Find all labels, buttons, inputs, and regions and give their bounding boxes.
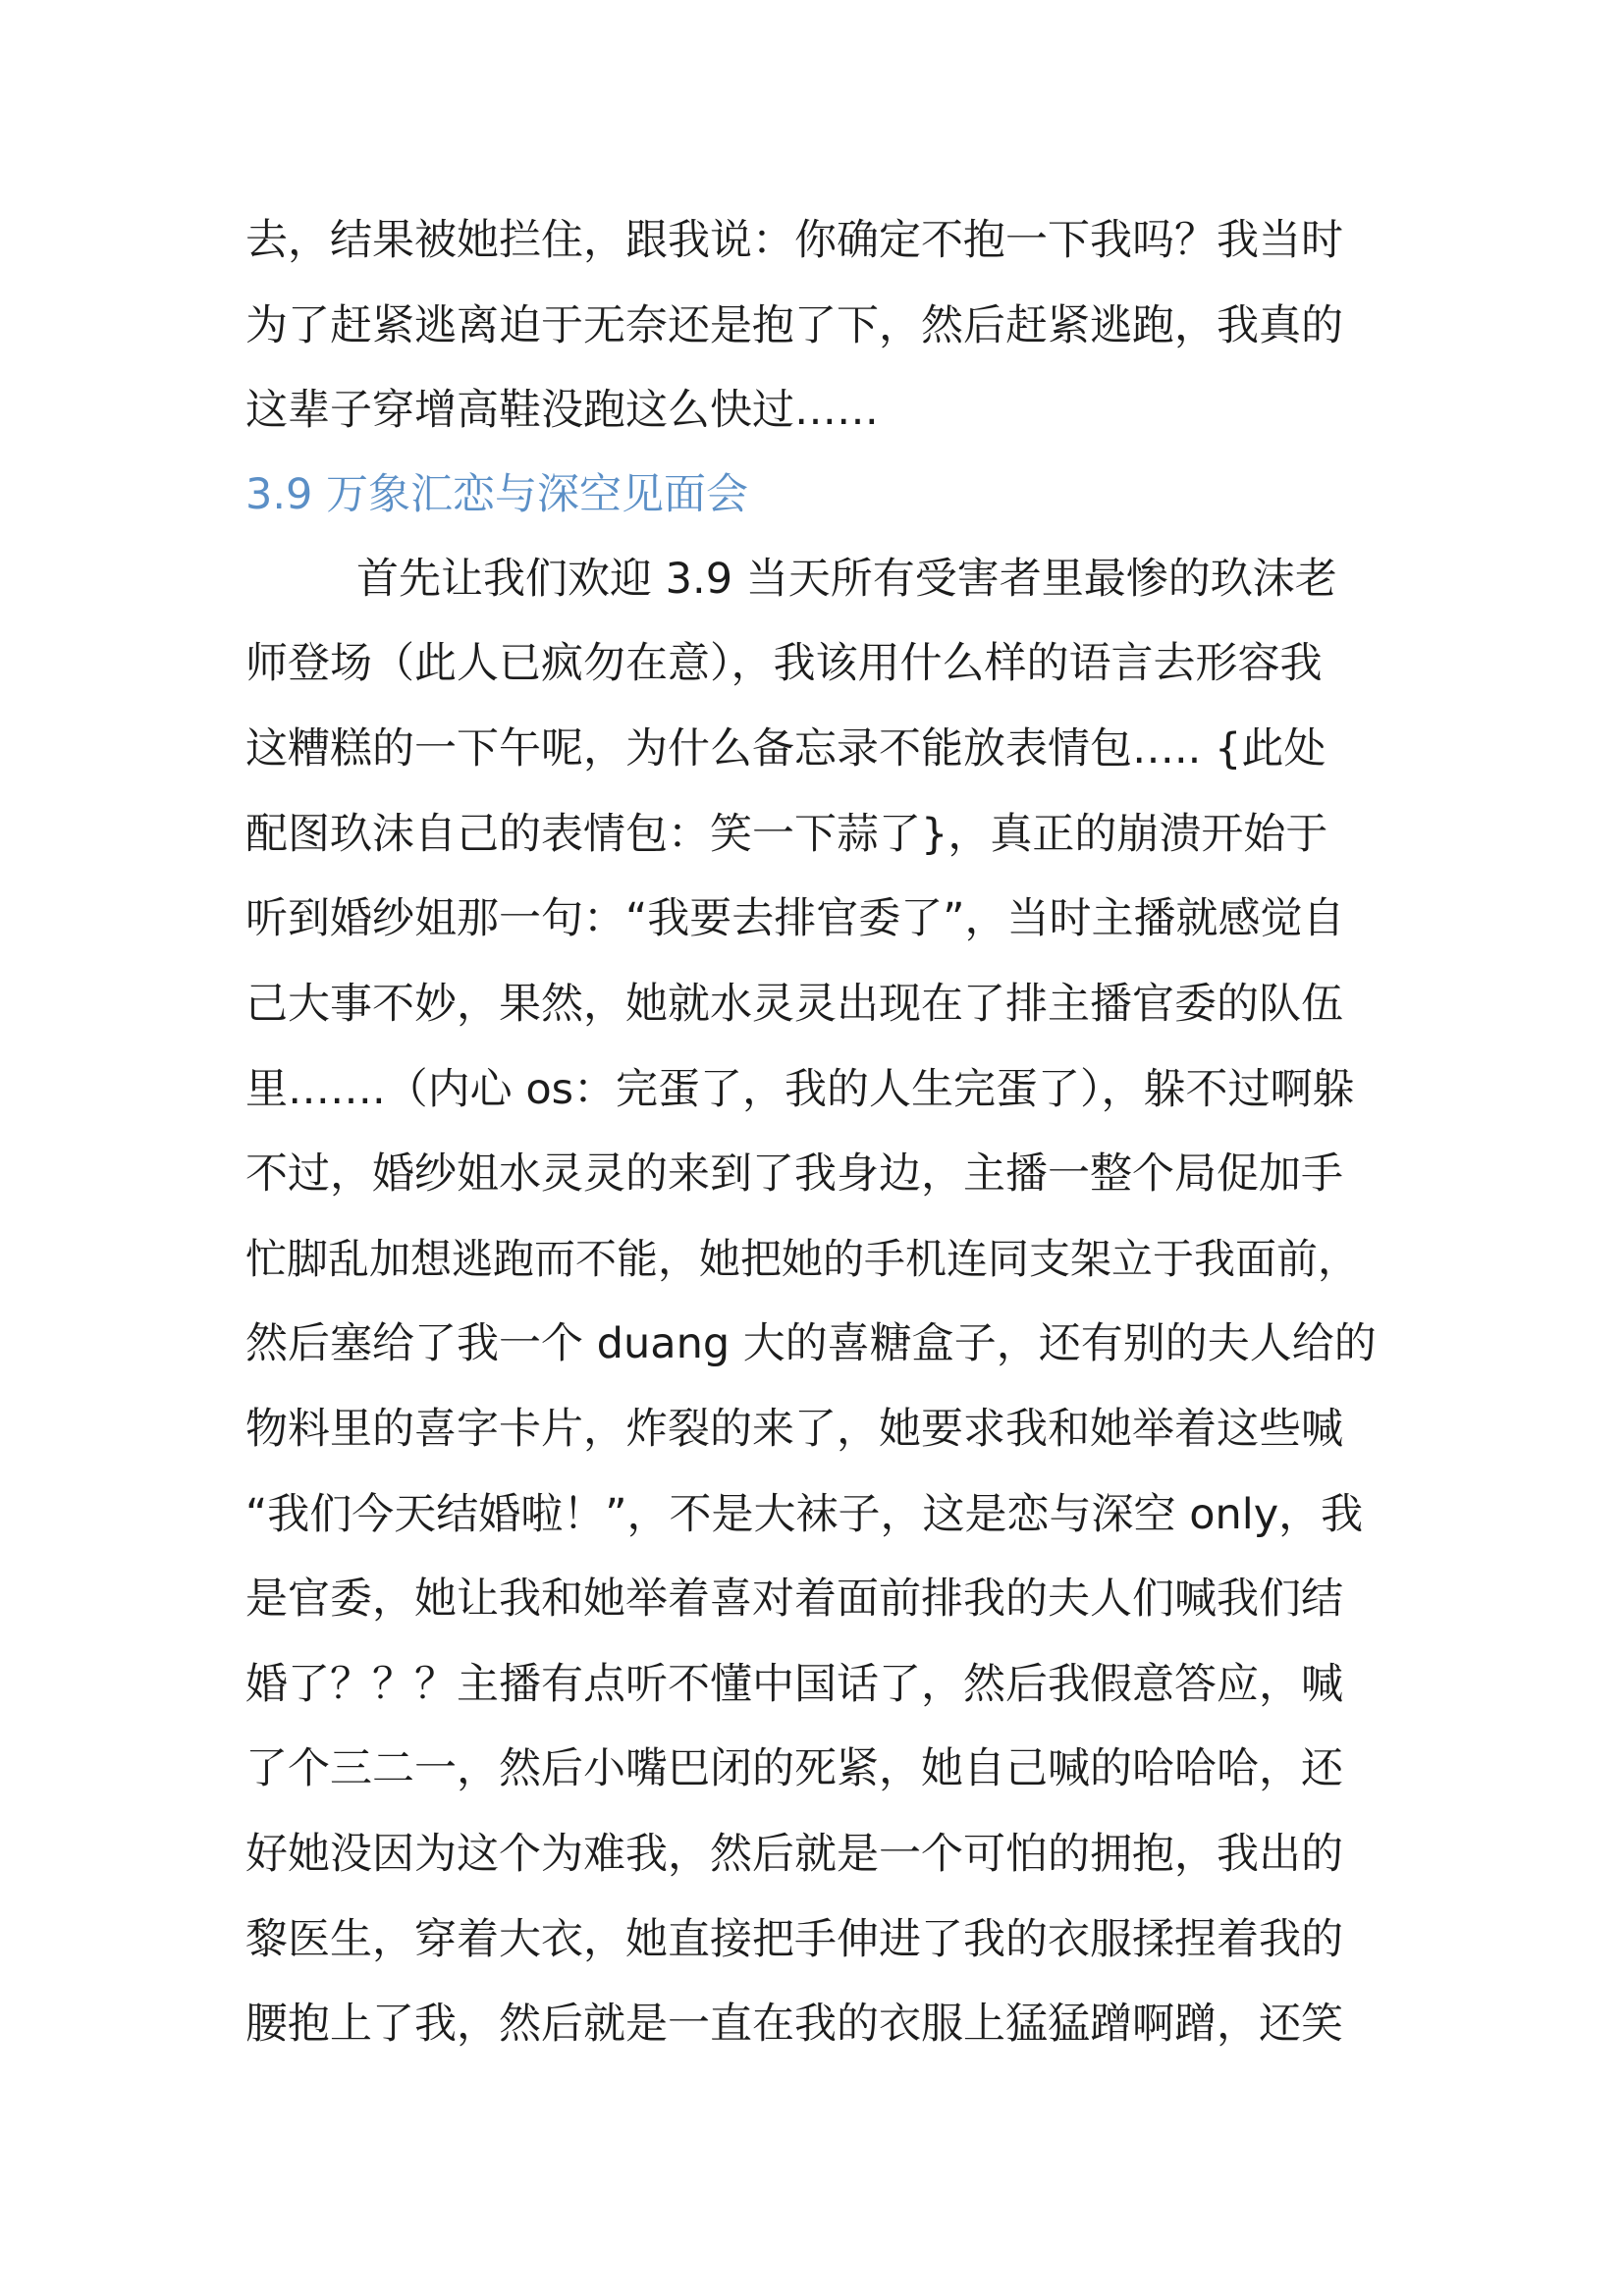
text-line: 不过，婚纱姐水灵灵的来到了我身边，主播一整个局促加手 [245, 1149, 1343, 1199]
text-line: 这糟糕的一下午呢，为什么备忘录不能放表情包….. {此处 [245, 724, 1326, 774]
text-line: 首先让我们欢迎 3.9 当天所有受害者里最惨的玖沫老 [356, 555, 1337, 604]
text-line: 听到婚纱姐那一句：“我要去排官委了”，当时主播就感觉自 [245, 894, 1345, 943]
text-line: “我们今天结婚啦！”，不是大袜子，这是恋与深空 only，我 [245, 1490, 1364, 1539]
text-line: 婚了？？？主播有点听不懂中国话了，然后我假意答应，喊 [245, 1660, 1343, 1709]
text-line: 腰抱上了我，然后就是一直在我的衣服上猛猛蹭啊蹭，还笑 [245, 2000, 1343, 2049]
text-line: 里…….（内心 os：完蛋了，我的人生完蛋了），躲不过啊躲 [245, 1065, 1355, 1114]
text-line: 物料里的喜字卡片，炸裂的来了，她要求我和她举着这些喊 [245, 1405, 1343, 1454]
text-line: 师登场（此人已疯勿在意），我该用什么样的语言去形容我 [245, 639, 1323, 688]
text-line: 了个三二一，然后小嘴巴闭的死紧，她自己喊的哈哈哈，还 [245, 1744, 1343, 1793]
text-line: 好她没因为这个为难我，然后就是一个可怕的拥抱，我出的 [245, 1830, 1343, 1879]
text-line: 是官委，她让我和她举着喜对着面前排我的夫人们喊我们结 [245, 1575, 1343, 1624]
text-line: 配图玖沫自己的表情包：笑一下蒜了}，真正的崩溃开始于 [245, 810, 1328, 859]
text-line: 去，结果被她拦住，跟我说：你确定不抱一下我吗？我当时 [245, 216, 1343, 265]
text-line: 忙脚乱加想逃跑而不能，她把她的手机连同支架立于我面前， [245, 1235, 1360, 1283]
text-line: 己大事不妙，果然，她就水灵灵出现在了排主播官委的队伍 [245, 980, 1343, 1029]
text-line: 为了赶紧逃离迫于无奈还是抱了下，然后赶紧逃跑，我真的 [245, 301, 1343, 350]
text-line: 然后塞给了我一个 duang 大的喜糖盒子，还有别的夫人给的 [245, 1319, 1377, 1368]
text-line: 这辈子穿增高鞋没跑这么快过…… [245, 386, 879, 435]
section-heading: 3.9 万象汇恋与深空见面会 [245, 470, 749, 519]
text-line: 黎医生，穿着大衣，她直接把手伸进了我的衣服揉捏着我的 [245, 1915, 1343, 1964]
